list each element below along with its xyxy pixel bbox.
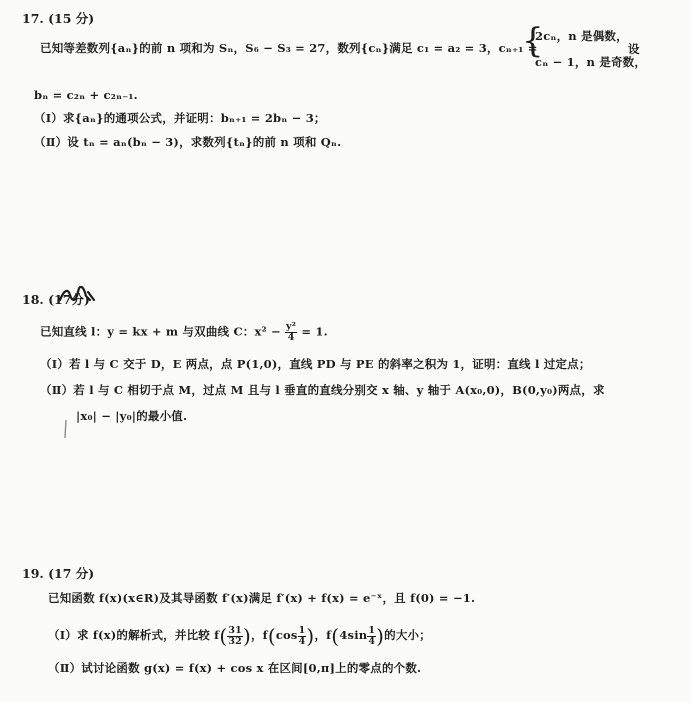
q17-piecewise-brace: {: [522, 21, 544, 61]
q19-f2-num: 1: [298, 624, 306, 636]
q18-given-b: = 1.: [301, 324, 328, 339]
q19-part1-f: 的大小；: [384, 628, 431, 642]
q19-f1-den: 32: [228, 635, 242, 647]
q18-part2-line1: （Ⅱ）若 l 与 C 相切于点 M，过点 M 且与 l 垂直的直线分别交 x 轴、y 轴于 A(x₀,0)，B(0,y₀)两点，求: [40, 383, 605, 397]
q18-number: 18. (17分): [22, 292, 90, 307]
q19-f2-den: 4: [298, 635, 306, 647]
q18-given-a: 已知直线 l：y = kx + m 与双曲线 C：x² −: [40, 324, 281, 339]
q18-fraction: [285, 322, 297, 343]
q17-case-even: 2cₙ，n 是偶数，: [535, 29, 628, 43]
q19-part1-d: ，f: [314, 628, 332, 642]
q19-frac-1-4-b: [367, 626, 376, 647]
q19-given: 已知函数 f(x)(x∈R)及其导函数 f′(x)满足 f′(x) + f(x) = e⁻ˣ，且 f(0) = −1.: [48, 591, 476, 605]
q17-definition: bₙ = c₂ₙ + c₂ₙ₋₁.: [34, 88, 138, 102]
q17-after-cases: 设: [628, 42, 640, 56]
q18-given: [40, 322, 328, 343]
q19-part1-cos: cos: [275, 628, 298, 642]
q19-part1: （Ⅰ）求 f(x)的解析式，并比较 f( $\frac{31}{32}$ )，f(cos $\frac{1}{4}$ )，f(4sin $\frac{1}{4}$ )的大小；: [48, 624, 431, 648]
q17-part2: （Ⅱ）设 tₙ = aₙ(bₙ − 3)，求数列{tₙ}的前 n 项和 Qₙ.: [34, 135, 342, 149]
q19-frac-31-32: [227, 626, 243, 647]
ink-scribble-icon: [58, 286, 98, 304]
q19-f3-num: 1: [368, 624, 376, 636]
pen-mark-icon: [62, 418, 70, 440]
q19-f1-num: 31: [228, 624, 242, 636]
q18-frac-num: y²: [286, 321, 297, 332]
q17-given: 已知等差数列{aₙ}的前 n 项和为 Sₙ，S₆ − S₃ = 27，数列{cₙ}满足 c₁ = a₂ = 3，cₙ₊₁ =: [40, 41, 538, 55]
q17-case-odd: cₙ − 1，n 是奇数，: [535, 55, 647, 69]
q19-part2: （Ⅱ）试讨论函数 g(x) = f(x) + cos x 在区间[0,π]上的零点的个数.: [48, 661, 422, 675]
q19-part1-sin: 4sin: [339, 628, 368, 642]
q19-part1-a: （Ⅰ）求 f(x)的解析式，并比较 f: [48, 628, 220, 642]
q18-frac-den: 4: [287, 331, 295, 343]
q18-part1: （Ⅰ）若 l 与 C 交于 D，E 两点，点 P(1,0)，直线 PD 与 PE 的斜率之积为 1，证明：直线 l 过定点；: [40, 357, 591, 371]
q19-part1-b: ，f: [250, 628, 268, 642]
q17-part1: （Ⅰ）求{aₙ}的通项公式，并证明：bₙ₊₁ = 2bₙ − 3；: [34, 111, 326, 125]
q18-part2-line2: |x₀| − |y₀|的最小值.: [76, 409, 188, 423]
q17-number: 17. (15 分): [22, 11, 95, 26]
q19-f3-den: 4: [368, 635, 376, 647]
q19-number: 19. (17 分): [22, 566, 95, 581]
